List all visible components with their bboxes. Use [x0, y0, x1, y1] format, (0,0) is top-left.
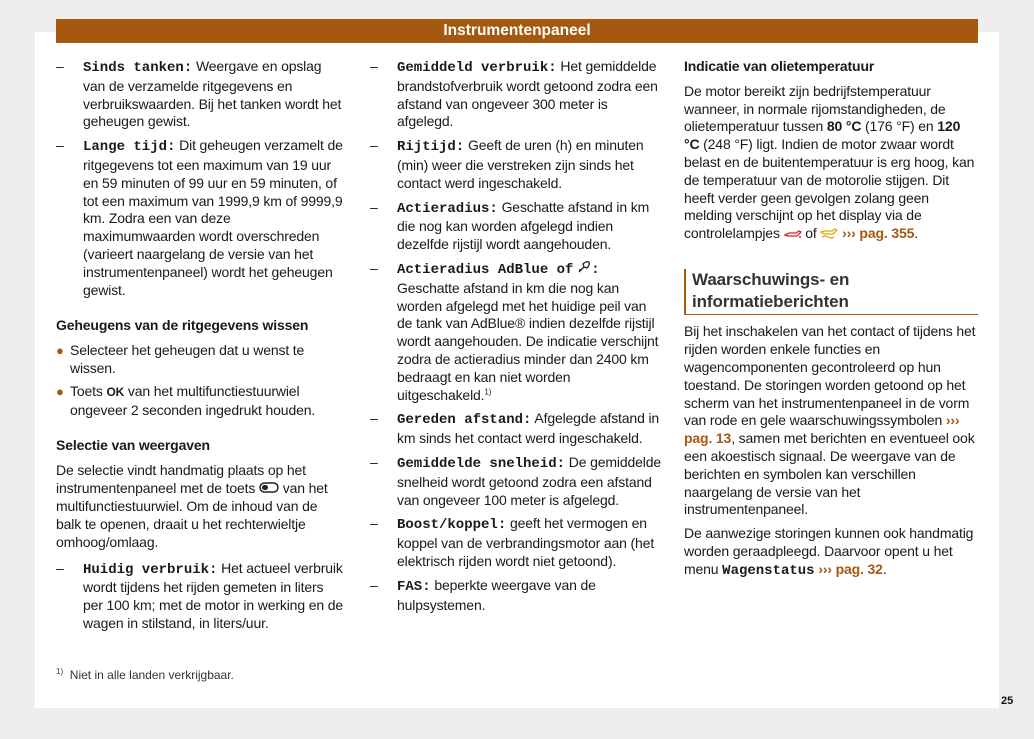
bullet-dot-icon: ● [56, 343, 64, 359]
term: Sinds tanken: [83, 60, 193, 76]
bullet-text: van het multifunctiestuurwiel ongeveer 2 seconden ingedrukt houden. [70, 382, 316, 418]
warnings-paragraph-2: De aanwezige storingen kunnen ook handmatig worden geraadpleegd. Daarvoor opent u het menu Wagenstatus ››› pag. 32. [684, 525, 974, 579]
term: Actieradius: [397, 200, 498, 217]
list-item [370, 199, 662, 254]
dash-marker: – [370, 259, 378, 276]
page-number: 25 [1001, 695, 1014, 707]
term: Boost/koppel: [397, 517, 507, 534]
dash-marker: – [56, 559, 64, 576]
description: Afgelegde afstand in km sinds het contact werd ingeschakeld. [397, 410, 660, 447]
view-selection-paragraph: De selectie vindt handmatig plaats op het instrumentenpaneel met de toets van het multifunctiestuurwiel. Om de inhoud van de balk te openen, draait u het rechterwieltje omhoog/omlaag. [56, 462, 328, 550]
list-item [370, 58, 662, 131]
description: Geschatte afstand in km die nog kan worden afgelegd indien dezelfde rijstijl wordt aangehouden. [397, 198, 650, 253]
page-header-bar: Instrumentenpaneel [56, 19, 978, 43]
list-item [370, 454, 662, 509]
footnote-ref: 1) [484, 386, 492, 396]
list-item [370, 410, 662, 448]
temp-value: 120 °C [684, 118, 961, 153]
description: Het actueel verbruik wordt tijdens het rijden gemeten in liters per 100 km; met de motor in werking en de wagen in stilstand, in liters/uur. [83, 559, 343, 631]
view-selection-heading: Selectie van weergaven [56, 437, 210, 454]
term: Actieradius AdBlue of [397, 261, 574, 278]
term: FAS: [397, 578, 431, 595]
page-reference-link[interactable]: ››› pag. 355 [842, 225, 915, 242]
view-button-icon [259, 480, 279, 498]
footnote-mark: 1) [56, 667, 64, 676]
list-item [56, 58, 344, 131]
term: Gemiddelde snelheid: [397, 455, 566, 472]
footnote [56, 668, 234, 682]
list-item [56, 137, 344, 299]
list-item [370, 515, 662, 570]
column-1 [56, 58, 344, 639]
column-2 [370, 58, 662, 620]
bullet-item [56, 383, 344, 420]
oil-pressure-warning-icon [784, 226, 802, 244]
oil-level-warning-icon [820, 226, 838, 244]
page-reference-link[interactable]: ››› pag. 32 [814, 560, 883, 577]
term: Rijtijd: [397, 139, 465, 156]
warnings-section-heading: Waarschuwings- en informatieberichten [684, 269, 978, 315]
bullet-text: Selecteer het geheugen dat u wenst te wissen. [70, 342, 305, 376]
term: Gereden afstand: [397, 412, 532, 429]
page-reference-link[interactable]: ››› pag. 13 [684, 412, 960, 447]
temp-value: 80 °C [826, 118, 862, 135]
footnote-text: Niet in alle landen verkrijgbaar. [69, 668, 234, 682]
description: geeft het vermogen en koppel van de verbrandingsmotor aan (het elektrisch rijden wordt niet getoond). [397, 515, 655, 569]
term: Gemiddeld verbruik: [397, 60, 557, 76]
dash-marker: – [370, 515, 378, 532]
dash-marker: – [370, 198, 378, 215]
description: Geschatte afstand in km die nog kan worden afgelegd met het huidige peil van de tank van AdBlue® indien dezelfde rijstijl wordt aangehouden. De indicatie verschijnt zodra de actieradius minder dan 2400 km bedraagt en kan niet worden uitgeschakeld. [397, 279, 659, 403]
term-end: : [591, 261, 600, 278]
dash-marker: – [370, 576, 378, 593]
ok-key-label: OK [106, 384, 125, 399]
bullet-item [56, 342, 344, 378]
dash-marker: – [370, 58, 378, 74]
description: Geeft de uren (h) en minuten (min) weer die verstreken zijn sinds het contact werd ingeschakeld. [397, 137, 644, 191]
dash-marker: – [370, 410, 378, 427]
adblue-pump-icon [577, 260, 591, 278]
oil-temp-heading: Indicatie van olietemperatuur [684, 58, 875, 74]
clear-memory-heading: Geheugens van de ritgegevens wissen [56, 317, 309, 334]
term: Lange tijd: [83, 139, 176, 156]
description: De gemiddelde snelheid wordt getoond zodra een afstand van ongeveer 100 meter is afgelegd. [397, 453, 661, 508]
term: Huidig verbruik: [83, 561, 218, 578]
description: beperkte weergave van de hulpsystemen. [397, 576, 596, 613]
dash-marker: – [370, 453, 378, 470]
list-item [370, 137, 662, 192]
column-3 [684, 58, 978, 587]
oil-temp-paragraph: De motor bereikt zijn bedrijfstemperatuur wanneer, in normale rijomstandigheden, de olietemperatuur tussen 80 °C (176 °F) en 120 °C (248 °F) ligt. Indien de motor zwaar wordt belast en de buitentemperatuur is erg hoog, kan de temperatuur van de motorolie stijgen. Dit heeft verder geen gevolgen zolang geen melding verschijnt op het display via de controlelampjes of ››› pag. 355. [684, 83, 978, 244]
dash-marker: – [56, 137, 64, 154]
menu-name: Wagenstatus [722, 562, 815, 579]
list-item [370, 577, 662, 615]
bullet-dot-icon: ● [56, 383, 64, 399]
description: Weergave en opslag van de verzamelde ritgegevens en verbruikswaarden. Bij het tanken wordt het geheugen gewist. [83, 58, 342, 130]
description: Dit geheugen verzamelt de ritgegevens tot een maximum van 19 uur en 59 minuten of 99 uur en 59 minuten, of tot een maximum van 1999,9 km of 9999,9 km. Zodra een van deze maximumwaarden wordt overschreden (varieert naargelang de versie van het instrumentenpaneel) wordt het geheugen gewist. [83, 137, 343, 298]
warnings-paragraph-1: Bij het inschakelen van het contact of tijdens het rijden worden enkele functies en wagencomponenten gecontroleerd op hun toestand. De storingen worden getoond op het scherm van het instrumentenpaneel in de vorm van rode en gele waarschuwingssymbolen ››› pag. 13, samen met berichten en eventueel ook een akoestisch signaal. De weergave van de berichten en symbolen kan verschillen naargelang de versie van het instrumentenpaneel. [684, 323, 976, 518]
bullet-text: Toets [70, 382, 107, 399]
list-item [56, 560, 344, 633]
dash-marker: – [370, 137, 378, 154]
dash-marker: – [56, 58, 64, 74]
description: Het gemiddelde brandstofverbruik wordt getoond zodra een afstand van ongeveer 300 meter is afgelegd. [397, 58, 658, 130]
list-item [370, 260, 662, 404]
